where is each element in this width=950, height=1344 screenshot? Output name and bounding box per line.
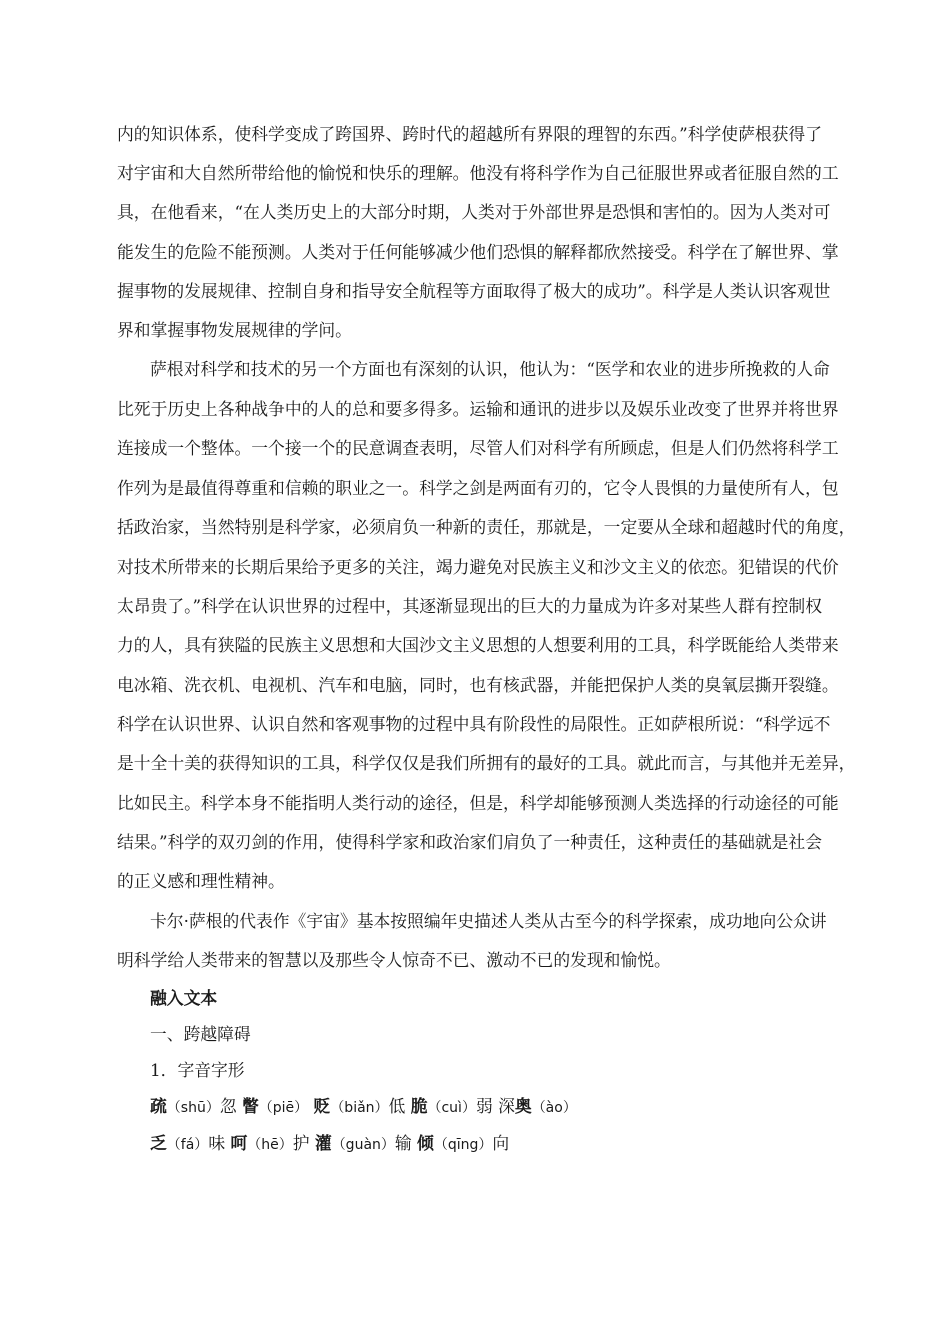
- pronunciation-row: [150, 1094, 577, 1120]
- vocab-rest: 护: [292, 1133, 310, 1153]
- vocab-rest: 向: [492, 1133, 510, 1153]
- text-line: 对技术所带来的长期后果给予更多的关注，竭力避免对民族主义和沙文主义的依恋。犯错误的代价: [117, 557, 839, 577]
- vocab-pinyin: （piē）: [258, 1100, 309, 1116]
- pronunciation-row: [150, 1131, 509, 1157]
- vocab-rest: 低: [388, 1096, 406, 1116]
- text-line: 的正义感和理性精神。: [117, 871, 285, 891]
- section-subheading: 一、跨越障碍: [150, 1024, 251, 1044]
- text-line: 力的人，具有狭隘的民族主义思想和大国沙文主义思想的人想要利用的工具，科学既能给人类带来: [117, 635, 839, 655]
- vocab-char: 乏: [150, 1133, 167, 1153]
- text-line: 对宇宙和大自然所带给他的愉悦和快乐的理解。他没有将科学作为自己征服世界或者征服自然的工: [117, 163, 839, 183]
- vocab-char: 脆: [410, 1096, 428, 1116]
- vocab-char: 贬: [313, 1096, 331, 1116]
- text-line: 具，在他看来，“在人类历史上的大部分时期，人类对于外部世界是恐惧和害怕的。因为人类对可: [117, 202, 831, 222]
- text-line: 太昂贵了。”科学在认识世界的过程中，其逐渐显现出的巨大的力量成为许多对某些人群有控制权: [117, 596, 822, 616]
- section-heading: 融入文本: [150, 988, 218, 1008]
- vocab-rest: 弱: [475, 1096, 493, 1116]
- vocab-rest: 输: [394, 1133, 412, 1153]
- text-line: 能发生的危险不能预测。人类对于任何能够减少他们恐惧的解释都欣然接受。科学在了解世界、掌: [117, 242, 839, 262]
- text-line: 科学在认识世界、认识自然和客观事物的过程中具有阶段性的局限性。正如萨根所说：“科学远不: [117, 714, 831, 734]
- text-line: 卡尔·萨根的代表作《宇宙》基本按照编年史描述人类从古至今的科学探索，成功地向公众讲: [150, 911, 827, 931]
- text-line: 比如民主。科学本身不能指明人类行动的途径，但是，科学却能够预测人类选择的行动途径的可能: [117, 793, 839, 813]
- vocab-pinyin: （shū）: [166, 1100, 220, 1116]
- text-line: 结果。”科学的双刃剑的作用，使得科学家和政治家们肩负了一种责任，这种责任的基础就是社会: [117, 832, 822, 852]
- vocab-char: 瞥: [241, 1096, 259, 1116]
- vocab-char: 呵: [230, 1133, 248, 1153]
- vocab-pinyin: （fá）: [166, 1137, 209, 1153]
- text-line: 是十全十美的获得知识的工具，科学仅仅是我们所拥有的最好的工具。就此而言，与其他并无差异，: [117, 753, 856, 773]
- text-line: 括政治家，当然特别是科学家，必须肩负一种新的责任，那就是，一定要从全球和超越时代的角度，: [117, 517, 856, 537]
- section-item: 1．字音字形: [150, 1060, 245, 1080]
- vocab-pinyin: （hē）: [247, 1137, 293, 1153]
- text-line: 握事物的发展规律、控制自身和指导安全航程等方面取得了极大的成功”。科学是人类认识客观世: [117, 281, 831, 301]
- text-line: 界和掌握事物发展规律的学问。: [117, 320, 352, 340]
- text-line: 作列为是最值得尊重和信赖的职业之一。科学之剑是两面有刃的，它令人畏惧的力量使所有人，包: [117, 478, 839, 498]
- vocab-pinyin: （guàn）: [331, 1137, 395, 1153]
- vocab-rest: 味: [208, 1133, 226, 1153]
- text-line: 连接成一个整体。一个接一个的民意调查表明，尽管人们对科学有所顾虑，但是人们仍然将科学工: [117, 438, 839, 458]
- vocab-char: 灌: [314, 1133, 332, 1153]
- text-line: 比死于历史上各种战争中的人的总和要多得多。运输和通讯的进步以及娱乐业改变了世界并将世界: [117, 399, 839, 419]
- text-line: 萨根对科学和技术的另一个方面也有深刻的认识，他认为：“医学和农业的进步所挽救的人命: [150, 359, 830, 379]
- vocab-pinyin: （cuì）: [427, 1100, 476, 1116]
- vocab-char: 疏: [150, 1096, 167, 1116]
- vocab-pre: 深: [498, 1096, 515, 1116]
- vocab-pinyin: （qīng）: [433, 1137, 493, 1153]
- text-line: 内的知识体系，使科学变成了跨国界、跨时代的超越所有界限的理智的东西。”科学使萨根获得了: [117, 124, 822, 144]
- vocab-pinyin: （biǎn）: [330, 1100, 389, 1116]
- vocab-char: 倾: [417, 1133, 434, 1153]
- vocab-rest: 忽: [219, 1096, 237, 1116]
- vocab-char: 奥: [514, 1096, 532, 1116]
- text-line: 明科学给人类带来的智慧以及那些令人惊奇不已、激动不已的发现和愉悦。: [117, 950, 671, 970]
- vocab-pinyin: （ào）: [531, 1100, 577, 1116]
- text-line: 电冰箱、洗衣机、电视机、汽车和电脑，同时，也有核武器，并能把保护人类的臭氧层撕开裂缝。: [117, 675, 839, 695]
